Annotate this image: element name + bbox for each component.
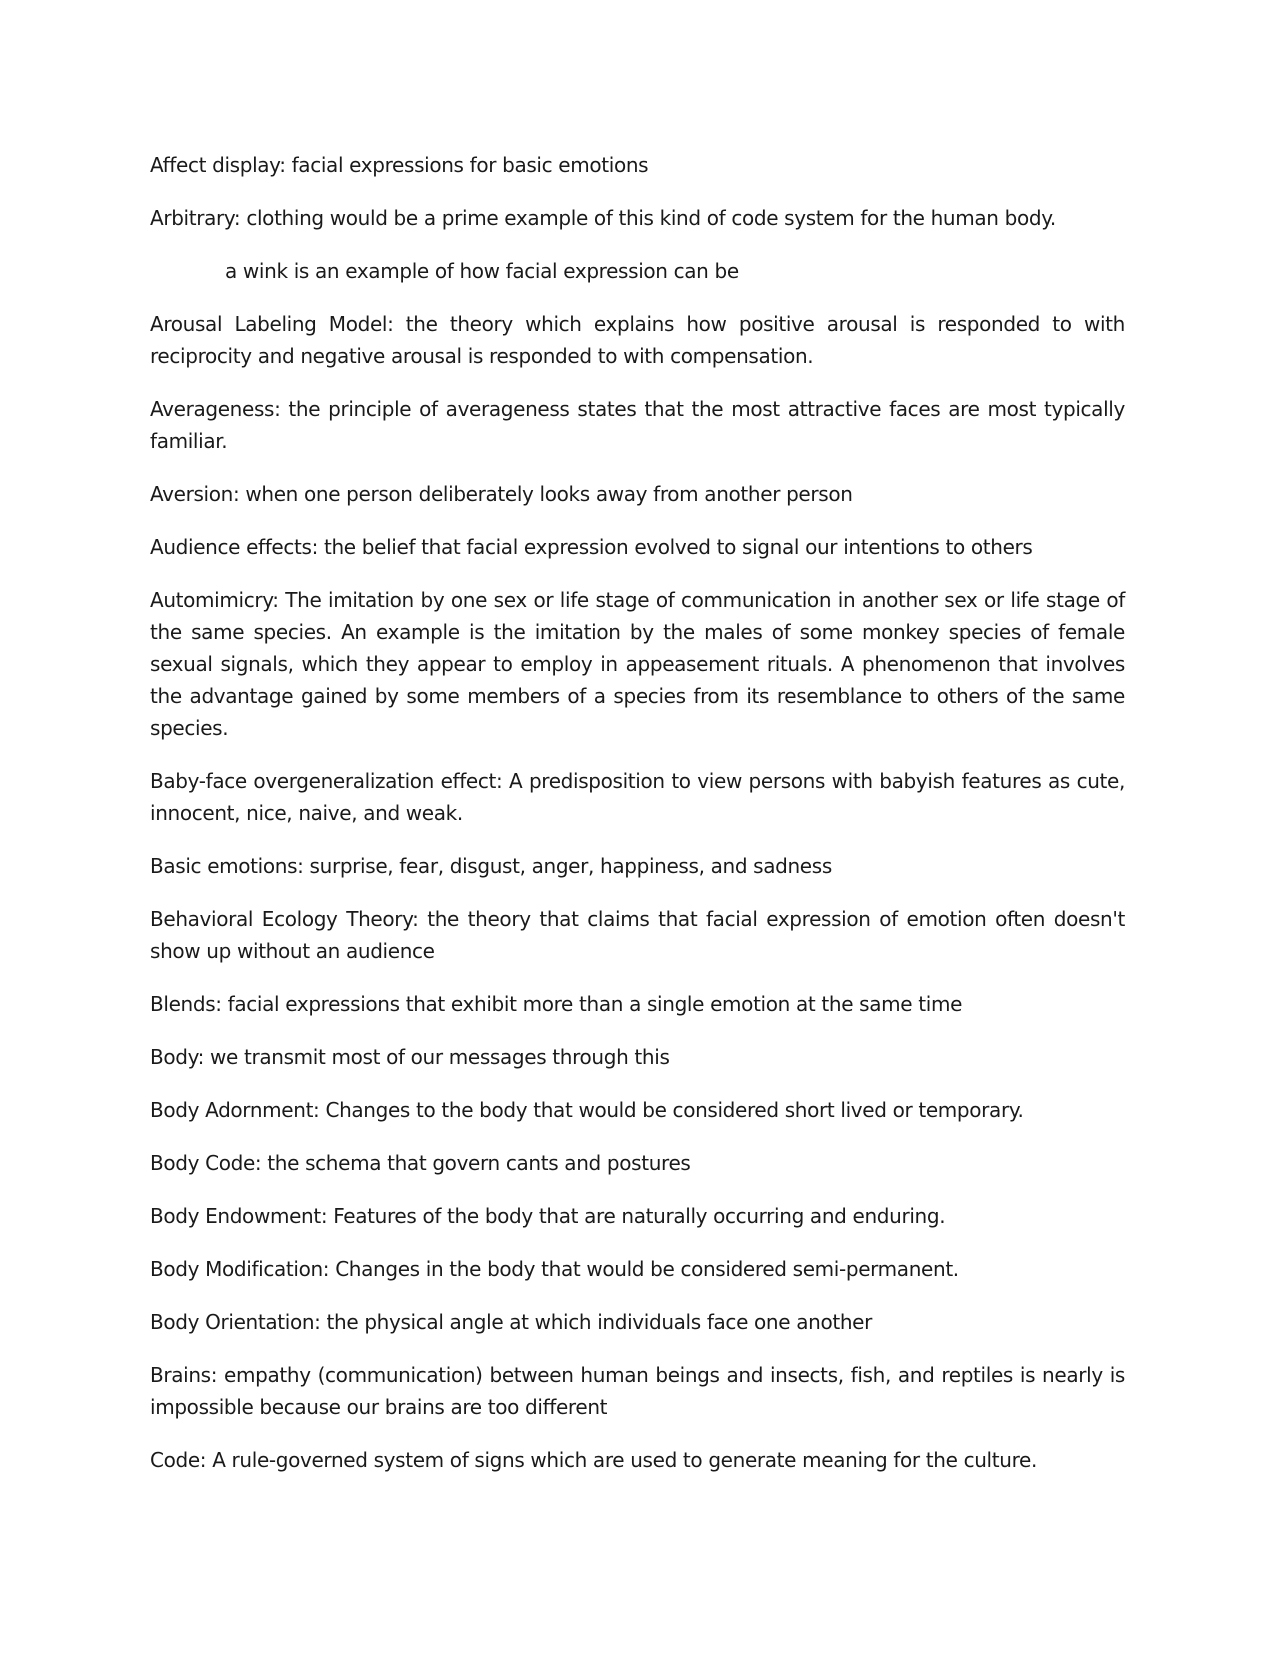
glossary-entry-aversion: Aversion: when one person deliberately looks away from another person bbox=[150, 482, 853, 506]
glossary-entry-body: Body: we transmit most of our messages through this bbox=[150, 1045, 670, 1069]
glossary-entry-audience-effects: Audience effects: the belief that facial expression evolved to signal our intentions to others bbox=[150, 535, 1033, 559]
glossary-entry-arbitrary: Arbitrary: clothing would be a prime example of this kind of code system for the human body. bbox=[150, 206, 1056, 230]
glossary-entry-automimicry: Automimicry: The imitation by one sex or life stage of communication in another sex or life stage of the same species. An example is the imitation by the males of some monkey species of female sexual signals, which they appear to employ in appeasement rituals. A phenomenon that involves the advantage gained by some members of a species from its resemblance to others of the same species. bbox=[150, 588, 1125, 740]
glossary-entry-averageness: Averageness: the principle of averageness states that the most attractive faces are most typically familiar. bbox=[150, 397, 1125, 453]
glossary-entry-brains: Brains: empathy (communication) between human beings and insects, fish, and reptiles is nearly is impossible because our brains are too different bbox=[150, 1363, 1125, 1419]
glossary-entry-basic-emotions: Basic emotions: surprise, fear, disgust, anger, happiness, and sadness bbox=[150, 854, 832, 878]
glossary-entry-body-adornment: Body Adornment: Changes to the body that would be considered short lived or temporary. bbox=[150, 1098, 1024, 1122]
glossary-entry-affect-display: Affect display: facial expressions for basic emotions bbox=[150, 153, 649, 177]
glossary-entry-blends: Blends: facial expressions that exhibit more than a single emotion at the same time bbox=[150, 992, 963, 1016]
glossary-entry-body-code: Body Code: the schema that govern cants and postures bbox=[150, 1151, 691, 1175]
glossary-entry-body-orientation: Body Orientation: the physical angle at which individuals face one another bbox=[150, 1310, 872, 1334]
glossary-entry-baby-face-overgeneralization: Baby-face overgeneralization effect: A predisposition to view persons with babyish features as cute, innocent, nice, naive, and weak. bbox=[150, 769, 1125, 825]
glossary-entry-arbitrary-note: a wink is an example of how facial expression can be bbox=[225, 259, 739, 283]
glossary-entry-arousal-labeling-model: Arousal Labeling Model: the theory which explains how positive arousal is responded to with reciprocity and negative arousal is responded to with compensation. bbox=[150, 312, 1125, 368]
document-body bbox=[150, 149, 1125, 1497]
glossary-entry-behavioral-ecology-theory: Behavioral Ecology Theory: the theory that claims that facial expression of emotion often doesn't show up without an audience bbox=[150, 907, 1125, 963]
glossary-entry-code: Code: A rule-governed system of signs which are used to generate meaning for the culture. bbox=[150, 1448, 1037, 1472]
glossary-entry-body-endowment: Body Endowment: Features of the body that are naturally occurring and enduring. bbox=[150, 1204, 946, 1228]
glossary-entry-body-modification: Body Modification: Changes in the body that would be considered semi-permanent. bbox=[150, 1257, 959, 1281]
